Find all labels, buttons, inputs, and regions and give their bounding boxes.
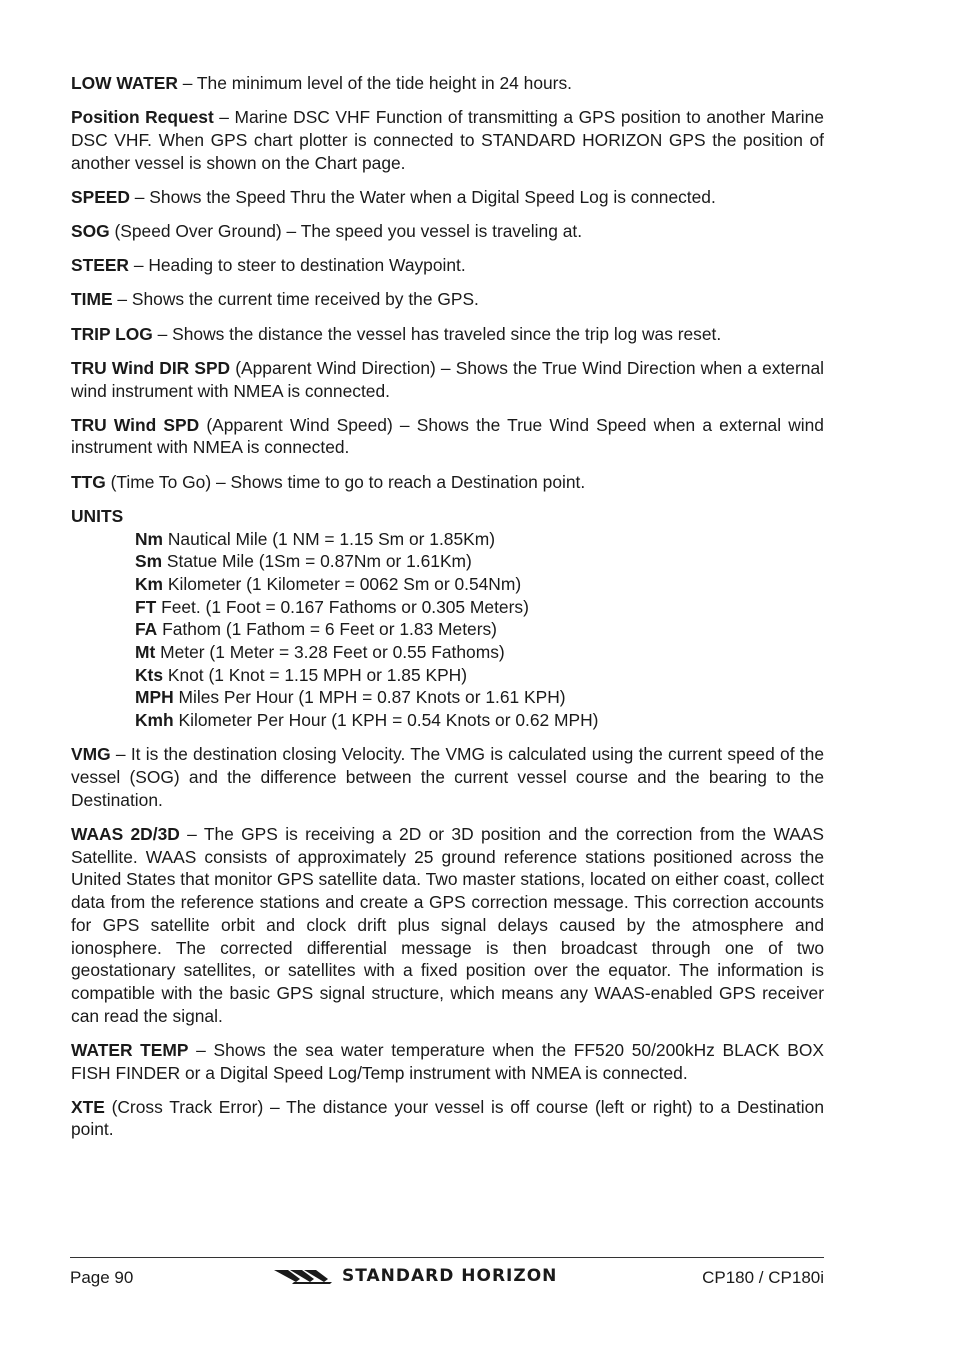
- glossary-entry: [71, 823, 824, 1027]
- glossary-definition: – The minimum level of the tide height in 24 hours.: [177, 73, 572, 93]
- glossary-entry: [71, 220, 824, 243]
- glossary-term: TRU Wind DIR SPD: [71, 357, 231, 378]
- glossary-term: SOG: [71, 221, 110, 242]
- glossary-term: WAAS 2D/3D: [71, 823, 180, 844]
- glossary-entry: [71, 1096, 824, 1141]
- glossary-definition: – Heading to steer to destination Waypoint.: [128, 255, 466, 276]
- glossary-entry: [71, 357, 824, 402]
- unit-item: [135, 618, 824, 641]
- unit-description: Miles Per Hour (1 MPH = 0.87 Knots or 1.61 KPH): [173, 687, 566, 708]
- glossary-entries-bottom: [71, 743, 824, 1141]
- unit-item: [135, 596, 824, 619]
- unit-abbreviation: FA: [135, 619, 158, 640]
- unit-description: Meter (1 Meter = 3.28 Feet or 0.55 Fathoms): [155, 642, 505, 663]
- unit-description: Knot (1 Knot = 1.15 MPH or 1.85 KPH): [163, 664, 468, 685]
- glossary-definition: (Apparent Wind Direction) – Shows the True Wind Direction when a external wind instrument with NMEA is connected.: [71, 357, 824, 401]
- unit-abbreviation: Kts: [135, 664, 164, 685]
- footer-model: CP180 / CP180i: [702, 1268, 824, 1287]
- footer-divider: [70, 1257, 824, 1258]
- unit-abbreviation: Km: [135, 573, 164, 594]
- document-body: [71, 72, 824, 1153]
- unit-abbreviation: MPH: [135, 687, 174, 708]
- glossary-entry: [71, 106, 824, 174]
- glossary-entry: [71, 323, 824, 346]
- glossary-definition: – The GPS is receiving a 2D or 3D position and the correction from the WAAS Satellite. WAAS consists of approximately 25 ground reference stations positioned across the United States that monitor GPS satellite data. Two master stations, located on either coast, collect data from the reference stations and create a GPS correction message. This correction accounts for GPS satellite orbit and clock drift plus signal delays caused by the atmosphere and ionosphere. The corrected differential message is then broadcast through one of two geostationary satellites, or satellites with a fixed position over the equator. The information is compatible with the basic GPS signal structure, which means any WAAS-enabled GPS receiver can read the signal.: [71, 823, 825, 1026]
- unit-abbreviation: Kmh: [135, 710, 174, 731]
- glossary-term: TRIP LOG: [71, 323, 153, 344]
- units-heading: UNITS: [71, 505, 124, 526]
- glossary-definition: – Shows the current time received by the GPS.: [112, 289, 479, 310]
- glossary-entry: [71, 414, 824, 459]
- brand-wave-icon: [274, 1268, 332, 1284]
- unit-abbreviation: Mt: [135, 642, 156, 663]
- glossary-term: WATER TEMP: [71, 1039, 189, 1060]
- glossary-entry: [71, 1039, 824, 1084]
- unit-abbreviation: FT: [135, 596, 157, 617]
- unit-description: Kilometer (1 Kilometer = 0062 Sm or 0.54Nm): [163, 573, 522, 594]
- glossary-term: XTE: [71, 1096, 105, 1117]
- glossary-entries-top: [71, 72, 824, 493]
- glossary-entry: [71, 254, 824, 277]
- glossary-entry: [71, 186, 824, 209]
- unit-item: [135, 686, 824, 709]
- glossary-entry: [71, 743, 824, 811]
- unit-abbreviation: Nm: [135, 528, 164, 549]
- glossary-term: Position Request: [71, 107, 214, 128]
- glossary-definition: (Cross Track Error) – The distance your vessel is off course (left or right) to a Destination point.: [71, 1096, 824, 1140]
- brand-name: STANDARD HORIZON: [342, 1266, 558, 1286]
- glossary-definition: (Apparent Wind Speed) – Shows the True Wind Speed when a external wind instrument with NMEA is connected.: [71, 414, 824, 458]
- glossary-entry: [71, 72, 824, 95]
- glossary-definition: – It is the destination closing Velocity. The VMG is calculated using the current speed of the vessel (SOG) and the difference between the current vessel course and the bearing to the Destination.: [71, 744, 824, 810]
- unit-description: Fathom (1 Fathom = 6 Feet or 1.83 Meters): [157, 619, 497, 640]
- glossary-term: TIME: [71, 289, 113, 310]
- glossary-entry: [71, 471, 824, 494]
- unit-item: [135, 641, 824, 664]
- unit-item: [135, 573, 824, 596]
- glossary-definition: – Marine DSC VHF Function of transmitting a GPS position to another Marine DSC VHF. When GPS chart plotter is connected to STANDARD HORIZON GPS the position of another vessel is shown on the Chart page.: [71, 107, 824, 173]
- units-list: [135, 528, 824, 732]
- brand-logo: [274, 1265, 557, 1287]
- footer-page-number: Page 90: [70, 1268, 134, 1287]
- unit-description: Kilometer Per Hour (1 KPH = 0.54 Knots or 0.62 MPH): [173, 710, 599, 731]
- glossary-definition: – Shows the sea water temperature when the FF520 50/200kHz BLACK BOX FISH FINDER or a Digital Speed Log/Temp instrument with NMEA is connected.: [71, 1039, 824, 1083]
- unit-item: [135, 664, 824, 687]
- unit-abbreviation: Sm: [135, 551, 163, 572]
- glossary-term: LOW WATER: [71, 73, 178, 93]
- glossary-entry: [71, 288, 824, 311]
- glossary-definition: (Speed Over Ground) – The speed you vessel is traveling at.: [109, 221, 583, 242]
- glossary-term: TTG: [71, 471, 106, 492]
- unit-description: Statue Mile (1Sm = 0.87Nm or 1.61Km): [162, 551, 472, 572]
- unit-item: [135, 550, 824, 573]
- glossary-term: SPEED: [71, 186, 130, 207]
- glossary-definition: (Time To Go) – Shows time to go to reach a Destination point.: [105, 471, 586, 492]
- unit-item: [135, 528, 824, 551]
- glossary-definition: – Shows the distance the vessel has traveled since the trip log was reset.: [152, 323, 722, 344]
- glossary-term: VMG: [71, 744, 111, 765]
- glossary-term: STEER: [71, 255, 129, 276]
- glossary-term: TRU Wind SPD: [71, 414, 200, 435]
- unit-description: Feet. (1 Foot = 0.167 Fathoms or 0.305 Meters): [156, 596, 529, 617]
- unit-item: [135, 709, 824, 732]
- glossary-definition: – Shows the Speed Thru the Water when a Digital Speed Log is connected.: [129, 186, 716, 207]
- unit-description: Nautical Mile (1 NM = 1.15 Sm or 1.85Km): [163, 528, 496, 549]
